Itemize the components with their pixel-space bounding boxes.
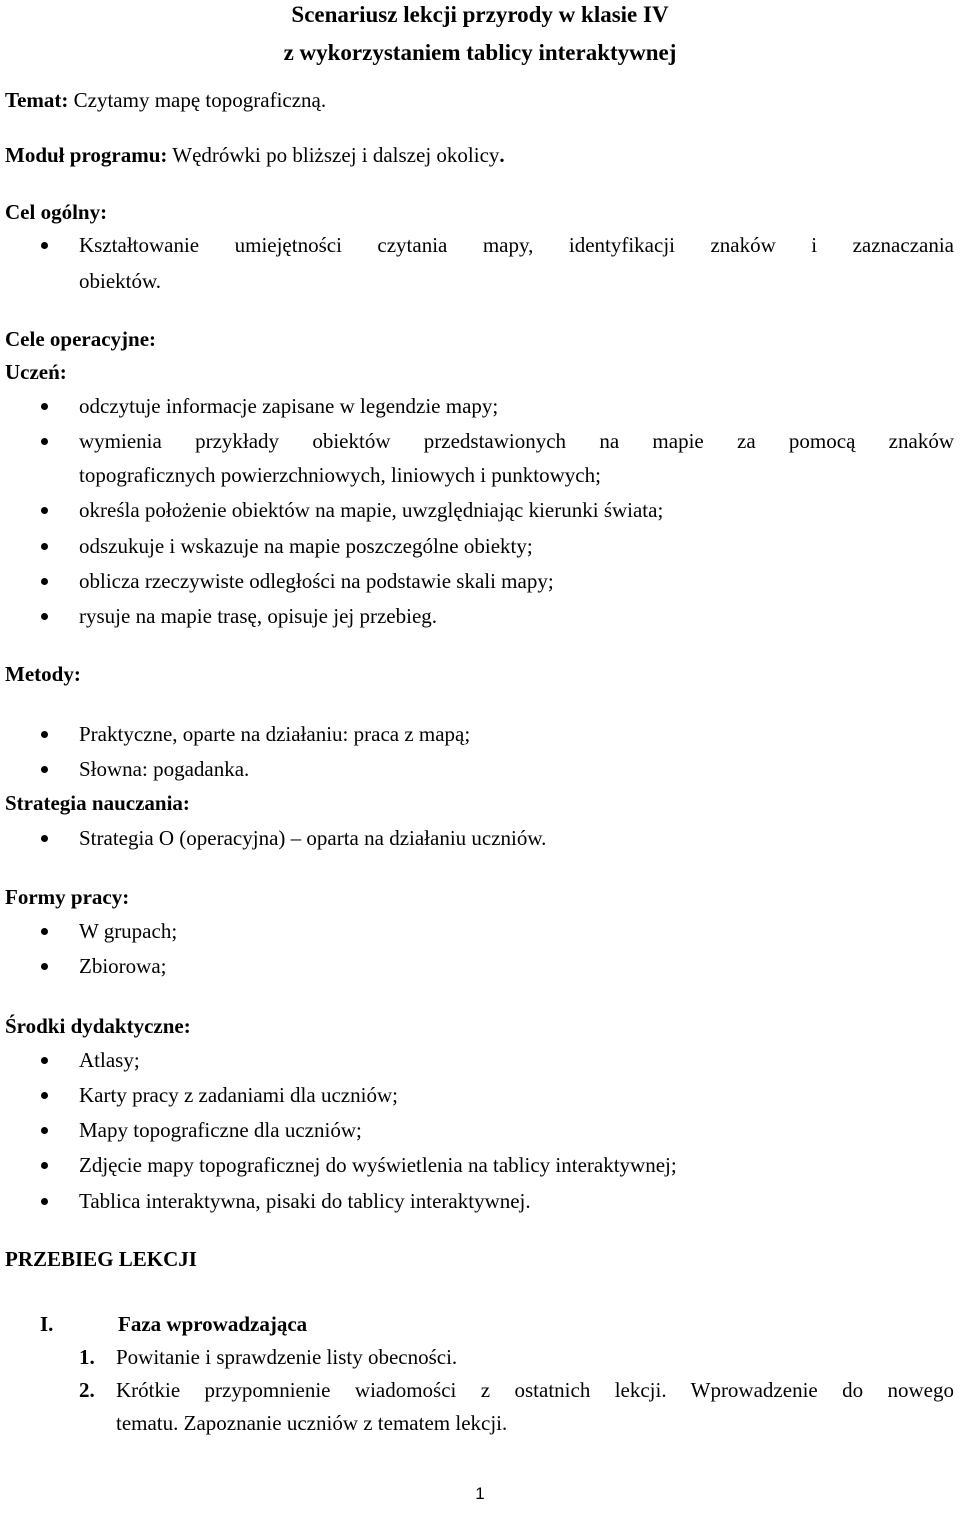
list-item-text: rysuje na mapie trasę, opisuje jej przebieg. — [79, 604, 438, 628]
bullet-icon — [41, 543, 48, 550]
bullet-icon — [41, 1057, 48, 1064]
bullet-icon — [41, 613, 48, 620]
step-number: 1. — [79, 1345, 95, 1369]
formy-heading: Formy pracy: — [5, 885, 130, 909]
strategia-heading: Strategia nauczania: — [5, 791, 190, 815]
list-item-text: Atlasy; — [79, 1048, 140, 1072]
modul-line — [5, 138, 505, 172]
bullet-icon — [41, 1092, 48, 1099]
bullet-icon — [41, 766, 48, 773]
list-item-text: Mapy topograficzne dla uczniów; — [79, 1118, 362, 1142]
temat-line — [5, 83, 326, 117]
cel-ogolny-heading: Cel ogólny: — [5, 200, 108, 224]
bullet-icon — [41, 578, 48, 585]
bullet-icon — [41, 242, 48, 249]
list-item-text: Zbiorowa; — [79, 954, 167, 978]
step-number: 2. — [79, 1378, 95, 1402]
modul-value: Wędrówki po bliższej i dalszej okolicy — [172, 143, 500, 167]
list-item-text: wymienia przykłady obiektów przedstawionych na mapie za pomocą znaków — [79, 429, 954, 453]
list-item-text: Tablica interaktywna, pisaki do tablicy interaktywnej. — [79, 1189, 531, 1213]
list-item-text: odszukuje i wskazuje na mapie poszczególne obiekty; — [79, 534, 533, 558]
step-text: tematu. Zapoznanie uczniów z tematem lekcji. — [116, 1411, 508, 1435]
bullet-icon — [41, 403, 48, 410]
list-item-text: Strategia O (operacyjna) – oparta na działaniu uczniów. — [79, 826, 547, 850]
list-item-text: W grupach; — [79, 919, 178, 943]
modul-period: . — [499, 143, 505, 167]
list-item-text: Kształtowanie umiejętności czytania mapy, identyfikacji znaków i zaznaczania — [79, 233, 954, 257]
bullet-icon — [41, 928, 48, 935]
list-item-text: Praktyczne, oparte na działaniu: praca z mapą; — [79, 722, 471, 746]
title-line-1: Scenariusz lekcji przyrody w klasie IV — [291, 2, 669, 27]
bullet-icon — [41, 507, 48, 514]
bullet-icon — [41, 438, 48, 445]
temat-value: Czytamy mapę topograficzną. — [73, 88, 327, 112]
temat-label: Temat: — [5, 88, 69, 112]
przebieg-heading: PRZEBIEG LEKCJI — [5, 1247, 197, 1271]
cele-operacyjne-heading: Cele operacyjne: — [5, 327, 157, 351]
page-number: 1 — [475, 1484, 485, 1503]
list-item-text: Słowna: pogadanka. — [79, 757, 250, 781]
uczen-label: Uczeń: — [5, 360, 67, 384]
list-item-text: Karty pracy z zadaniami dla uczniów; — [79, 1083, 398, 1107]
list-item-text: odczytuje informacje zapisane w legendzie mapy; — [79, 394, 499, 418]
srodki-heading: Środki dydaktyczne: — [5, 1014, 191, 1038]
list-item-text: obiektów. — [79, 269, 162, 293]
step-text: Krótkie przypomnienie wiadomości z ostatnich lekcji. Wprowadzenie do nowego — [116, 1378, 954, 1402]
list-item-text: oblicza rzeczywiste odległości na podstawie skali mapy; — [79, 569, 554, 593]
title-line-2: z wykorzystaniem tablicy interaktywnej — [283, 40, 677, 65]
faza-number: I. — [40, 1312, 54, 1336]
bullet-icon — [41, 1198, 48, 1205]
bullet-icon — [41, 835, 48, 842]
list-item-text: Zdjęcie mapy topograficznej do wyświetlenia na tablicy interaktywnej; — [79, 1153, 677, 1177]
step-text: Powitanie i sprawdzenie listy obecności. — [116, 1345, 458, 1369]
faza-label: Faza wprowadzająca — [118, 1312, 308, 1336]
list-item-text: topograficznych powierzchniowych, liniowych i punktowych; — [79, 463, 601, 487]
metody-heading: Metody: — [5, 662, 81, 686]
bullet-icon — [41, 1162, 48, 1169]
bullet-icon — [41, 731, 48, 738]
bullet-icon — [41, 963, 48, 970]
list-item-text: określa położenie obiektów na mapie, uwzględniając kierunki świata; — [79, 498, 664, 522]
bullet-icon — [41, 1127, 48, 1134]
modul-label: Moduł programu: — [5, 143, 168, 167]
